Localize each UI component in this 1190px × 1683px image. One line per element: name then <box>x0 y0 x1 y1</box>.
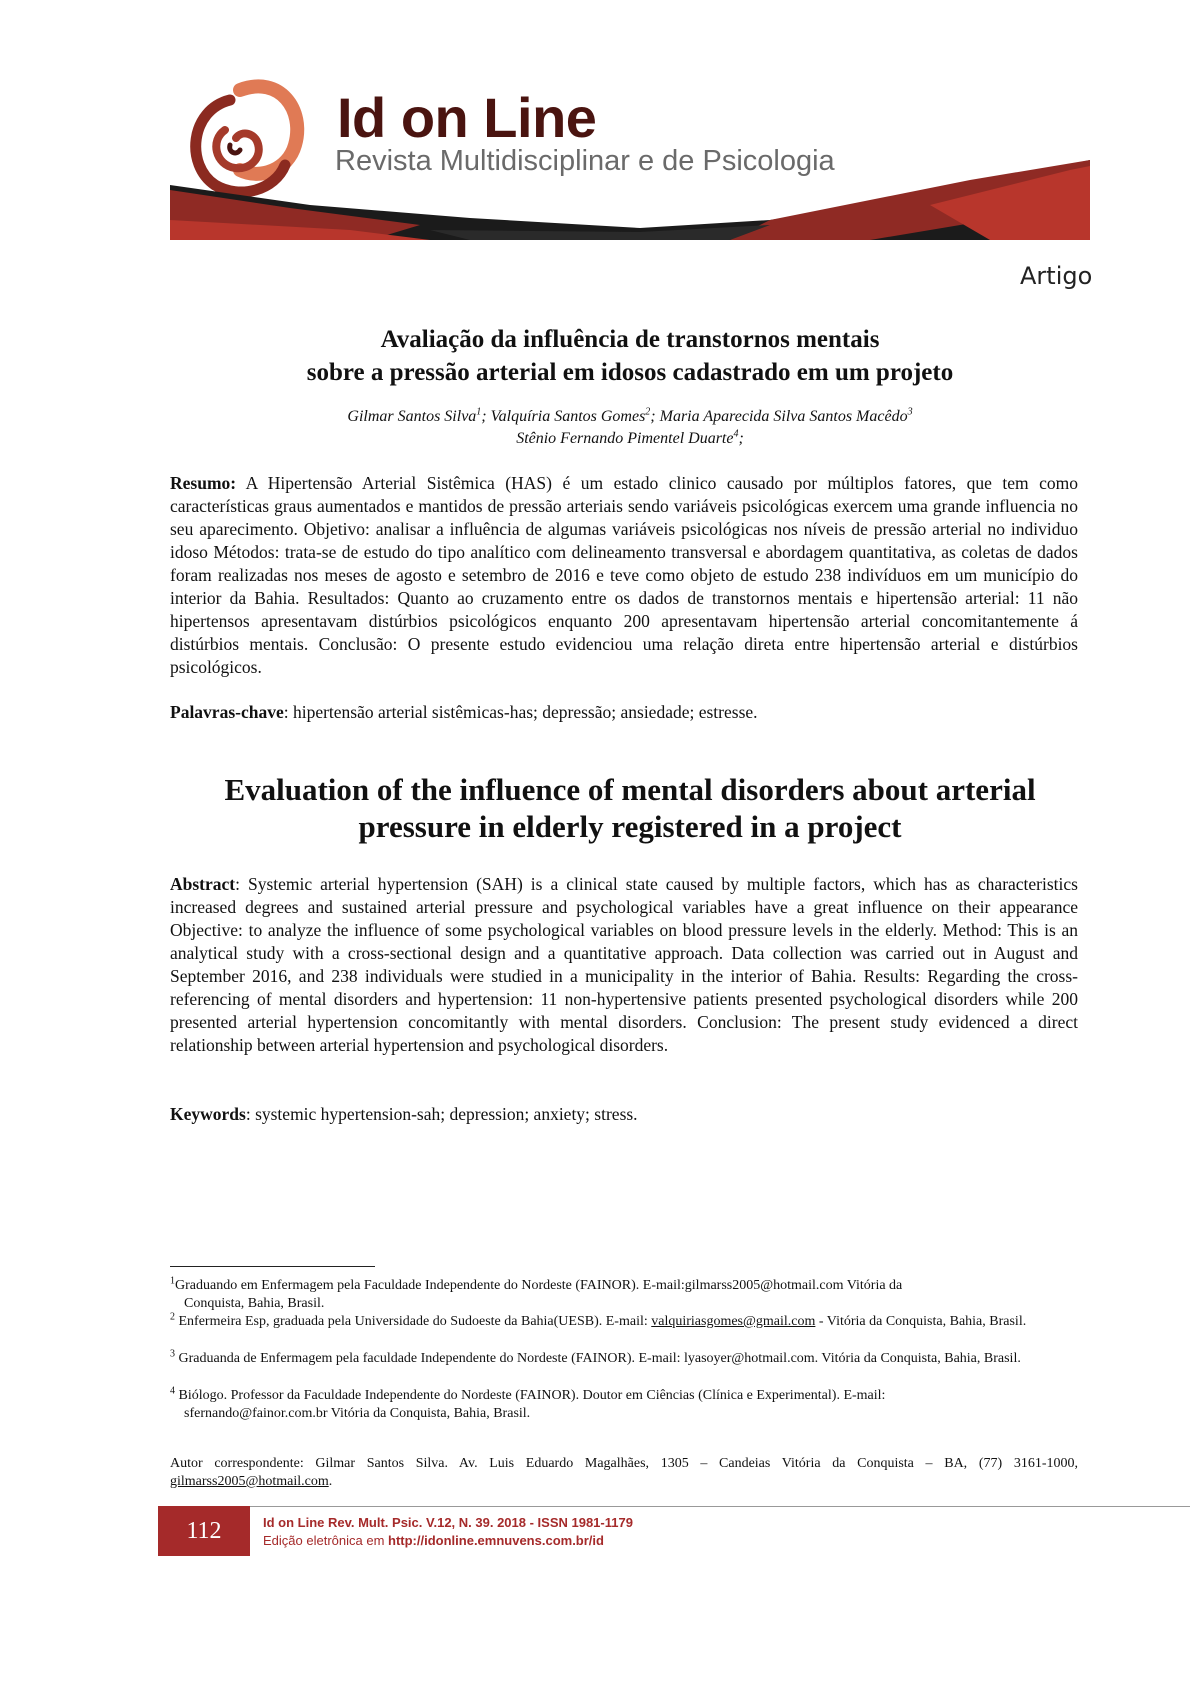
abstract-paragraph <box>170 873 1078 1057</box>
footnote-number: 3 <box>170 1348 175 1360</box>
footnote-text: Enfermeira Esp, graduada pela Universidade do Sudoeste da Bahia(UESB). E-mail: <box>175 1314 652 1329</box>
keywords-paragraph <box>170 1103 1078 1126</box>
en-title-line-2: pressure in elderly registered in a project <box>358 809 902 844</box>
author-name: Gilmar Santos Silva <box>347 408 477 425</box>
footnote-text: Graduando em Enfermagem pela Faculdade Independente do Nordeste (FAINOR). E-mail:gilmarss2005@hotmail.com Vitória da <box>175 1278 903 1293</box>
page-number: 112 <box>186 1518 222 1544</box>
footnote-text-end: - Vitória da Conquista, Bahia, Brasil. <box>815 1314 1027 1329</box>
footnote-text: Biólogo. Professor da Faculdade Independente do Nordeste (FAINOR). Doutor em Ciências (Clínica e Experimental). E-mail: <box>175 1388 886 1403</box>
author-affiliation-marker: 2 <box>645 406 651 418</box>
footnote-4 <box>170 1387 1078 1423</box>
author-name: Maria Aparecida Silva Santos Macêdo <box>659 408 908 425</box>
keywords-label: Keywords <box>170 1104 246 1124</box>
palavras-chave-text: : hipertensão arterial sistêmicas-has; depressão; ansiedade; estresse. <box>283 702 758 722</box>
keywords-text: : systemic hypertension-sah; depression; anxiety; stress. <box>245 1104 638 1124</box>
en-title-line-1: Evaluation of the influence of mental disorders about arterial <box>224 772 1036 807</box>
footnote-text-continued: sfernando@fainor.com.br Vitória da Conquista, Bahia, Brasil. <box>184 1406 531 1421</box>
author-name: Stênio Fernando Pimentel Duarte <box>516 430 734 447</box>
corresponding-author-text: Autor correspondente: Gilmar Santos Silva. Av. Luis Eduardo Magalhães, 1305 – Candeias Vitória da Conquista – BA, (77) 3161-1000, <box>170 1456 1078 1471</box>
footnote-email-link[interactable]: valquiriasgomes@gmail.com <box>651 1314 816 1329</box>
section-label: Artigo <box>1020 262 1093 290</box>
edition-info <box>263 1533 604 1548</box>
author-separator: ; <box>481 408 491 425</box>
resumo-text: A Hipertensão Arterial Sistêmica (HAS) é um estado clinico causado por múltiplos fatores, que tem como características graus aumentados e mantidos de pressão arteriais sendo variáveis psicológicas exercem uma grande influencia no seu aparecimento. Objetivo: analisar a influência de algumas variáveis psicológicas nos níveis de pressão arterial no individuo idoso Métodos: trata-se de estudo do tipo analítico com delineamento transversal e abordagem quantitativa, as coletas de dados foram realizadas nos meses de agosto e setembro de 2016 e teve como objeto de estudo 238 indivíduos em um município do interior da Bahia. Resultados: Quanto ao cruzamento entre os dados de transtornos mentais e hipertensão arterial: 11 não hipertensos apresentavam distúrbios psicológicos enquanto 200 apresentavam hipertensão arterial concomitantemente á distúrbios mentais. Conclusão: O presente estudo evidenciou uma relação direta entre hipertensão arterial e distúrbios psicológicos. <box>170 473 1078 677</box>
resumo-paragraph <box>170 472 1078 679</box>
footer-divider <box>158 1506 1190 1507</box>
author-affiliation-marker: 4 <box>733 428 739 440</box>
footnote-3 <box>170 1350 1078 1368</box>
journal-logo <box>196 86 297 192</box>
abstract-label: Abstract <box>170 874 236 894</box>
footnote-2 <box>170 1313 1078 1331</box>
footnote-text-continued: Conquista, Bahia, Brasil. <box>184 1296 325 1311</box>
author-name: Valquíria Santos Gomes <box>490 408 646 425</box>
footnote-text: Graduanda de Enfermagem pela faculdade Independente do Nordeste (FAINOR). E-mail: lyasoyer@hotmail.com. Vitória da Conquista, Bahia, Brasil. <box>175 1351 1021 1366</box>
author-affiliation-marker: 3 <box>907 406 913 418</box>
footnote-number: 2 <box>170 1311 175 1323</box>
author-separator: ; <box>738 430 744 447</box>
authors-line-1 <box>170 406 1090 428</box>
authors-line-2 <box>170 428 1090 450</box>
palavras-chave-label: Palavras-chave <box>170 702 284 722</box>
pt-title-line-2: sobre a pressão arterial em idosos cadastrado em um projeto <box>306 359 954 386</box>
resumo-label: Resumo: <box>170 473 237 493</box>
journal-title: Id on Line <box>337 86 597 149</box>
corresponding-author <box>170 1455 1078 1491</box>
journal-url-link[interactable]: http://idonline.emnuvens.com.br/id <box>388 1533 604 1548</box>
footnote-1 <box>170 1277 1078 1313</box>
journal-citation: Id on Line Rev. Mult. Psic. V.12, N. 39. 2018 - ISSN 1981-1179 <box>263 1515 633 1530</box>
footnote-number: 1 <box>170 1275 175 1287</box>
footnote-divider <box>170 1266 375 1267</box>
author-separator: ; <box>650 408 660 425</box>
corresponding-author-end: . <box>328 1474 333 1489</box>
palavras-chave-paragraph <box>170 701 1078 724</box>
edition-prefix: Edição eletrônica em <box>263 1533 389 1548</box>
abstract-text: : Systemic arterial hypertension (SAH) is a clinical state caused by multiple factors, which has as characteristics increased degrees and sustained arterial pressure and psychological variables have a great influence on their appearance Objective: to analyze the influence of some psychological variables on blood pressure levels in the elderly. Method: This is an analytical study with a cross-sectional design and a quantitative approach. Data collection was carried out in August and September 2016, and 238 individuals were studied in a municipality in the interior of Bahia. Results: Regarding the cross-referencing of mental disorders and hypertension: 11 non-hypertensive patients presented psychological disorders while 200 presented arterial hypertension concomitantly with mental disorders. Conclusion: The present study evidenced a direct relationship between arterial hypertension and psychological disorders. <box>170 874 1078 1055</box>
corresponding-author-email-link[interactable]: gilmarss2005@hotmail.com <box>170 1474 329 1489</box>
author-affiliation-marker: 1 <box>476 406 482 418</box>
pt-title-line-1: Avaliação da influência de transtornos mentais <box>380 326 880 353</box>
footnote-number: 4 <box>170 1385 175 1397</box>
journal-subtitle: Revista Multidisciplinar e de Psicologia <box>335 145 835 177</box>
